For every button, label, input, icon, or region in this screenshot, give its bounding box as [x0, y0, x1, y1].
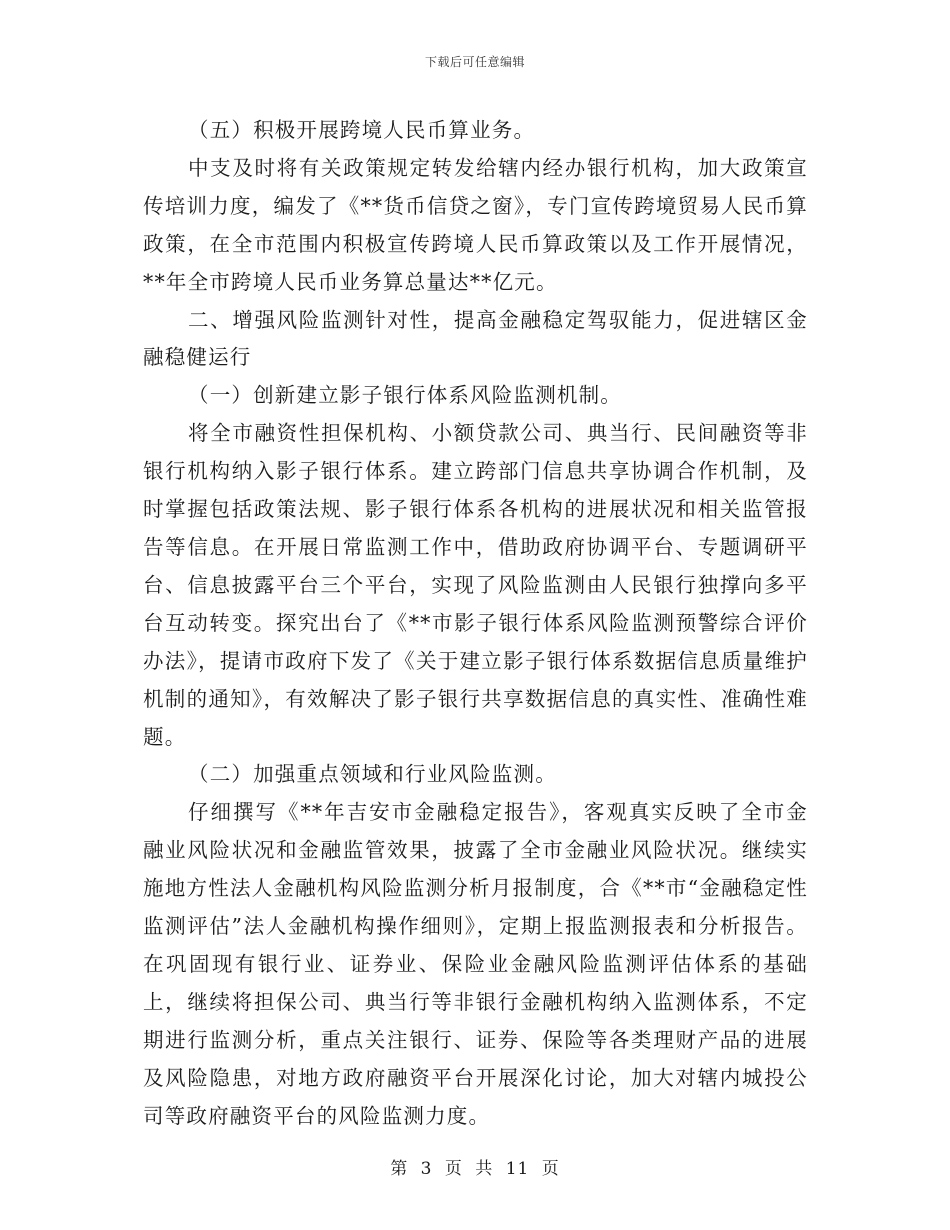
page-header: 下载后可任意编辑 [424, 55, 525, 69]
section-heading-two: （二）加强重点领域和行业风险监测。 [188, 762, 557, 787]
body-paragraph: 将全市融资性担保机构、小额贷款公司、典当行、民间融资等非银行机构纳入影子银行体系。建立跨部门信息共享协调合作机制，及时掌握包括政策法规、影子银行体系各机构的进展状况和相关监管报告等信息。在开展日常监测工作中，借助政府协调平台、专题调研平台、信息披露平台三个平台，实现了风险监测由人民银行独撑向多平台互动转变。探究出台了《**市影子银行体系风险监测预警综合评价办法》，提请市政府下发了《关于建立影子银行体系数据信息质量维护机制的通知》，有效解决了影子银行共享数据信息的真实性、准确性难题。 [143, 421, 808, 749]
page-footer: 第 3 页 共 11 页 [390, 1159, 560, 1179]
document-body [143, 112, 808, 1135]
section-heading-one: （一）创新建立影子银行体系风险监测机制。 [188, 383, 622, 408]
body-paragraph: 中支及时将有关政策规定转发给辖内经办银行机构，加大政策宣传培训力度，编发了《**货币信贷之窗》，专门宣传跨境贸易人民币算政策，在全市范围内积极宣传跨境人民币算政策以及工作开展情况，**年全市跨境人民币业务算总量达**亿元。 [143, 155, 808, 294]
section-heading-five: （五）积极开展跨境人民币算业务。 [188, 118, 536, 142]
chapter-heading-two: 二、增强风险监测针对性，提高金融稳定驾驭能力，促进辖区金融稳健运行 [143, 307, 808, 370]
body-paragraph: 仔细撰写《**年吉安市金融稳定报告》，客观真实反映了全市金融业风险状况和金融监管效果，披露了全市金融业风险状况。继续实施地方性法人金融机构风险监测分析月报制度，合《**市“金融稳定性监测评估”法人金融机构操作细则》，定期上报监测报表和分析报告。在巩固现有银行业、证券业、保险业金融风险监测评估体系的基础上，继续将担保公司、典当行等非银行金融机构纳入监测体系，不定期进行监测分析，重点关注银行、证券、保险等各类理财产品的进展及风险隐患，对地方政府融资平台开展深化讨论，加大对辖内城投公司等政府融资平台的风险监测力度。 [143, 800, 808, 1128]
